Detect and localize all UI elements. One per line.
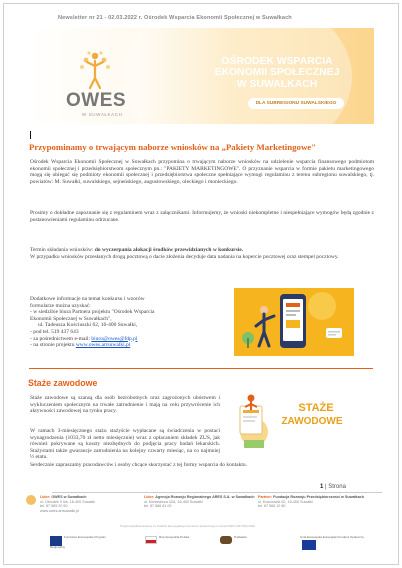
footer-col-leader: Lider: OWES w Suwałkach ul. Ośrodek 9 lok. 16-400 Suwałki tel. 87 565 20 50 www.owes.arrsuwalki.pl (26, 495, 124, 513)
logo-name: OWES (66, 90, 127, 111)
footer-columns (26, 495, 376, 525)
eu-flag-icon (302, 540, 316, 550)
footer-funding-note: Projekt współfinansowany ze środków Europejskiego Funduszu Społecznego w ramach RPO WP 2014-2020 (120, 524, 255, 528)
illustration-text-1: STAŻE (298, 402, 334, 414)
owes-mark-icon (26, 495, 36, 505)
footer-logos (50, 532, 370, 552)
paragraph-internships-invite: Serdecznie zapraszamy pracodawców i osoby chcące skorzystać z tej formy wsparcia do kontaktu. (30, 462, 248, 468)
section-heading-marketing: Przypominamy o trwającym naborze wniosków na „Pakiety Marketingowe" (29, 142, 317, 152)
contact-info: Dodatkowe informacje na temat konkursu i wzorów formularze można uzyskać: - w siedzibie biura Partnera projektu "Ośrodek Wsparcia Ekonomii Społecznej w Suwałkach", ul. Tadeusza Kościuszki 62, 16-400 Suwałki, - pod tel. 519 437 643 - za pośrednictwem e-mail: biuro@owes@fdp.pl - na stronie projektu www.owes.arrsuwalki.pl (30, 296, 180, 349)
footer-rule (52, 492, 382, 493)
website-link[interactable]: www.owes.arrsuwalki.pl (75, 342, 131, 349)
illustration-text-2: ZAWODOWE (281, 416, 343, 427)
logo-ue: Unia Europejska Europejski Fundusz Społeczny (300, 536, 370, 548)
banner-title: OŚRODEK WSPARCIA EKONOMII SPOŁECZNEJ W SUWAŁKACH (214, 56, 340, 90)
paragraph-postal: W przypadku wniosków przesłanych drogą pocztową o dacie złożenia decyduje data nadania na kopercie pocztowej oraz stempel pocztowy. (30, 254, 339, 260)
bison-icon (220, 536, 232, 544)
internships-illustration (234, 390, 352, 458)
paragraph-internships-intro: Staże zawodowe są szansą dla osób bezrobotnych oraz zagrożonych ubóstwem i wykluczeniem społecznym na trwałe zatrudnienie i mają na celu przywrócenie ich aktywności zawodowej na rynku pracy. (30, 395, 220, 415)
logo-rp: Rzeczpospolita Polska (145, 536, 200, 548)
newsletter-header: Newsletter nr 21 - 02.03.2022 r. Ośrodek Wsparcia Ekonomii Społecznej w Suwałkach (58, 15, 292, 21)
section-heading-internships: Staże zawodowe (28, 378, 98, 388)
contact-www: - na stronie projektu www.owes.arrsuwalki.pl (30, 342, 131, 349)
paragraph-internships-benefits: W ramach 3-miesięcznego stażu stażyście wypłacane są świadczenia w postaci wynagrodzenia (1033,70 zł netto miesięcznie) wraz z opłacaniem składek ZUS, jak również pokrywane są koszty niezbędnych do podjęcia pracy badań lekarskich. Stażystami także gwarancje zatrudnienia na kolejny czwarty miesiąc, na co najmniej ½ etatu. (30, 428, 220, 461)
pl-flag-icon (145, 536, 157, 544)
banner-badge: DLA SUBREGIONU SUWALSKIEGO (248, 98, 344, 109)
tree-person-icon (76, 50, 114, 90)
footer-col-ares: Lider: Agencja Rozwoju Regionalnego ARES S.A. w Suwałkach ul. Noniewicza 42A, 16-400 Suwałki tel. 87 566 61 00 (144, 495, 255, 509)
owes-logo (66, 50, 126, 120)
text-cursor (30, 131, 31, 139)
logo-podlaskie: Podlaskie (220, 536, 270, 548)
owes-banner (26, 28, 374, 124)
contact-email: - za pośrednictwem e-mail: biuro@owes@fdp.pl (30, 335, 138, 342)
smartphone-marketing-illustration (234, 288, 354, 356)
email-link[interactable]: biuro@owes@fdp.pl (91, 335, 138, 342)
footer-col-partner: Partner: Fundacja Rozwoju Przedsiębiorczości w Suwałkach ul. Kościuszki 62, 16-400 Suwałki tel. 87 565 12 80 (258, 495, 364, 509)
page-number: 1 | Strona (320, 484, 346, 490)
paragraph-deadline: Termin składania wniosków: do wyczerpania alokacji środków przewidzianych w konkursie. (30, 247, 244, 253)
paragraph-regulations: Prosimy o dokładne zapoznanie się z regulaminem wraz z załącznikami. Informujemy, że wnioski niekompletne i niespełniające wymogów będą zgodnie z postanowieniami regulaminu odrzucane. (30, 210, 374, 223)
paragraph-intro: Ośrodek Wsparcia Ekonomii Społecznej w Suwałkach przypomina o trwającym naborze wniosków na udzielenie wsparcia finansowego podmiotom ekonomii społecznej i przedsiębiorstwom społecznym pn.: "PAKIETY MARKETINGOWE". O przyznanie wsparcia w formie pakietu marketingowego mogą się ubiegać się podmioty ekonomii społecznej i przedsiębiorstwa społeczne spełniające wymogi regulaminu z terenu subregionu suwalskiego, tj. powiatów: M. Suwałki, suwalskiego, sejneńskiego, augustowskiego, oleckiego i monieckiego. (30, 159, 374, 185)
section-divider (29, 368, 373, 369)
logo-subtitle: W SUWAŁKACH (82, 112, 123, 117)
logo-fundusze: Fundusze Europejskie Program Regionalny (50, 535, 107, 549)
